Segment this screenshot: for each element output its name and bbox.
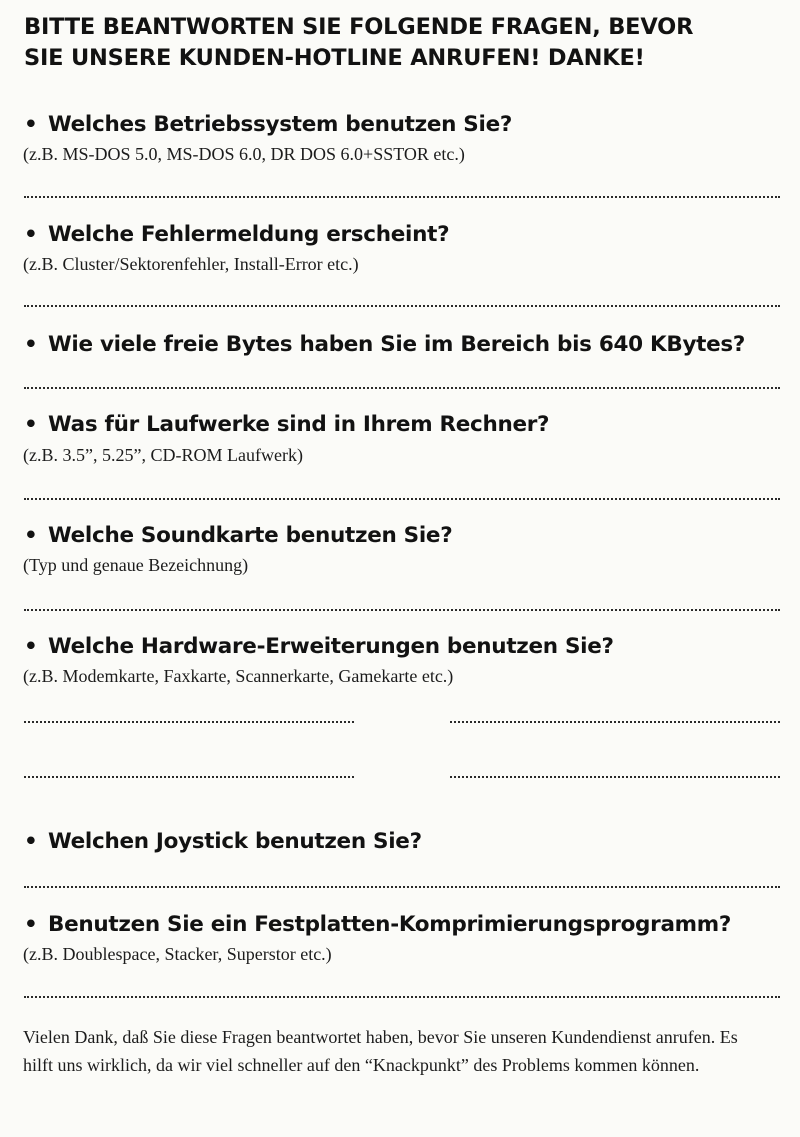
question-hint: (z.B. Modemkarte, Faxkarte, Scannerkarte, Gamekarte etc.) [23, 666, 454, 686]
question-operating-system [24, 111, 512, 139]
bullet-icon: • [24, 112, 38, 137]
question-drives [24, 411, 549, 439]
bullet-icon: • [24, 912, 38, 937]
bullet-icon: • [24, 332, 38, 357]
answer-line-hardware-4[interactable] [450, 776, 780, 778]
answer-line-error-message[interactable] [24, 305, 780, 307]
question-hint: (z.B. Cluster/Sektorenfehler, Install-Error etc.) [23, 254, 359, 274]
question-label: Wie viele freie Bytes haben Sie im Bereich bis 640 KBytes? [48, 332, 746, 357]
answer-line-compression[interactable] [24, 996, 780, 998]
question-compression [24, 911, 731, 939]
answer-line-drives[interactable] [24, 498, 780, 500]
answer-line-joystick[interactable] [24, 886, 780, 888]
question-label: Benutzen Sie ein Festplatten-Komprimierungsprogramm? [48, 912, 732, 937]
question-hint: (z.B. MS-DOS 5.0, MS-DOS 6.0, DR DOS 6.0+SSTOR etc.) [23, 144, 465, 164]
question-free-memory [24, 331, 745, 359]
bullet-icon: • [24, 523, 38, 548]
bullet-icon: • [24, 412, 38, 437]
question-label: Welche Fehlermeldung erscheint? [48, 222, 450, 247]
bullet-icon: • [24, 222, 38, 247]
answer-line-hardware-3[interactable] [24, 776, 354, 778]
question-soundcard [24, 522, 452, 550]
question-hardware-extensions [24, 633, 614, 661]
question-label: Was für Laufwerke sind in Ihrem Rechner? [48, 412, 550, 437]
question-label: Welches Betriebssystem benutzen Sie? [48, 112, 513, 137]
page-title [24, 12, 794, 74]
bullet-icon: • [24, 634, 38, 659]
answer-line-free-memory[interactable] [24, 387, 780, 389]
answer-line-soundcard[interactable] [24, 609, 780, 611]
answer-line-operating-system[interactable] [24, 196, 780, 198]
question-hint: (z.B. Doublespace, Stacker, Superstor etc.) [23, 944, 332, 964]
question-error-message [24, 221, 449, 249]
question-label: Welche Hardware-Erweiterungen benutzen Sie? [48, 634, 614, 659]
question-label: Welchen Joystick benutzen Sie? [48, 829, 422, 854]
question-hint: (Typ und genaue Bezeichnung) [23, 555, 249, 575]
question-joystick [24, 828, 422, 856]
question-label: Welche Soundkarte benutzen Sie? [48, 523, 453, 548]
answer-line-hardware-2[interactable] [450, 721, 780, 723]
bullet-icon: • [24, 829, 38, 854]
title-line-1: BITTE BEANTWORTEN SIE FOLGENDE FRAGEN, BEVOR [24, 14, 694, 40]
answer-line-hardware-1[interactable] [24, 721, 354, 723]
question-hint: (z.B. 3.5”, 5.25”, CD-ROM Laufwerk) [23, 445, 303, 465]
closing-note: Vielen Dank, daß Sie diese Fragen beantwortet haben, bevor Sie unseren Kundendienst anrufen. Es hilft uns wirklich, da wir viel schneller auf den “Knackpunkt” des Problems kommen können. [23, 1027, 738, 1075]
title-line-2: SIE UNSERE KUNDEN-HOTLINE ANRUFEN! DANKE! [24, 45, 645, 71]
